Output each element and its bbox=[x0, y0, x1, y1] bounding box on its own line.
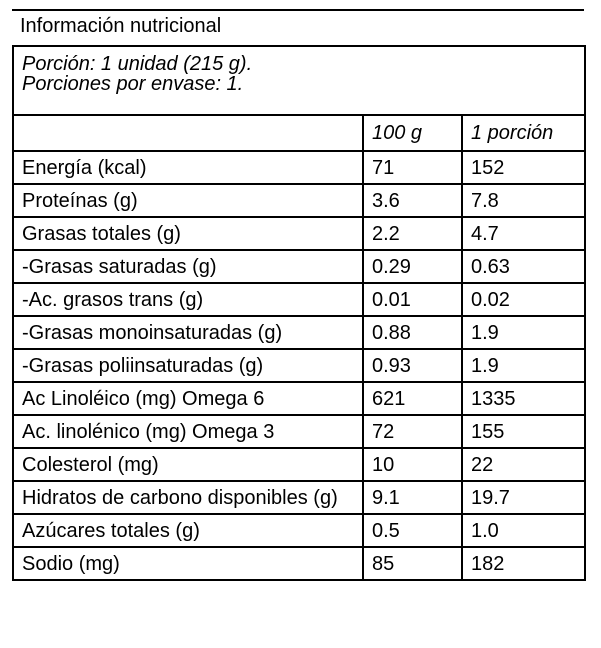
value-per-serving: 7.8 bbox=[462, 184, 585, 217]
value-per-serving: 182 bbox=[462, 547, 585, 580]
nutrient-name: Grasas totales (g) bbox=[13, 217, 363, 250]
nutrient-name: Sodio (mg) bbox=[13, 547, 363, 580]
nutrient-row bbox=[13, 481, 585, 514]
value-per-100g: 0.88 bbox=[363, 316, 462, 349]
nutrient-row bbox=[13, 217, 585, 250]
value-per-100g: 621 bbox=[363, 382, 462, 415]
value-per-serving: 1.9 bbox=[462, 316, 585, 349]
value-per-100g: 72 bbox=[363, 415, 462, 448]
value-per-100g: 3.6 bbox=[363, 184, 462, 217]
value-per-100g: 2.2 bbox=[363, 217, 462, 250]
nutrient-row bbox=[13, 382, 585, 415]
nutrient-name: Energía (kcal) bbox=[13, 151, 363, 184]
nutrient-row bbox=[13, 250, 585, 283]
nutrient-row bbox=[13, 184, 585, 217]
nutrition-table bbox=[12, 45, 586, 581]
column-header-row bbox=[13, 115, 585, 151]
value-per-serving: 152 bbox=[462, 151, 585, 184]
value-per-serving: 4.7 bbox=[462, 217, 585, 250]
nutrient-name: -Grasas poliinsaturadas (g) bbox=[13, 349, 363, 382]
nutrient-row bbox=[13, 151, 585, 184]
value-per-serving: 1.0 bbox=[462, 514, 585, 547]
serving-size-text: Porción: 1 unidad (215 g). bbox=[22, 53, 253, 75]
value-per-100g: 0.5 bbox=[363, 514, 462, 547]
value-per-serving: 1335 bbox=[462, 382, 585, 415]
nutrient-name: Azúcares totales (g) bbox=[13, 514, 363, 547]
nutrient-row bbox=[13, 316, 585, 349]
value-per-100g: 10 bbox=[363, 448, 462, 481]
header-per-100g: 100 g bbox=[363, 115, 462, 151]
value-per-100g: 0.29 bbox=[363, 250, 462, 283]
value-per-100g: 71 bbox=[363, 151, 462, 184]
nutrient-row bbox=[13, 547, 585, 580]
nutrient-name: Colesterol (mg) bbox=[13, 448, 363, 481]
serving-info-cell bbox=[13, 46, 585, 115]
nutrient-row bbox=[13, 283, 585, 316]
nutrient-name: Proteínas (g) bbox=[13, 184, 363, 217]
nutrient-name: -Ac. grasos trans (g) bbox=[13, 283, 363, 316]
nutrient-name: -Grasas monoinsaturadas (g) bbox=[13, 316, 363, 349]
nutrient-name: Ac. linolénico (mg) Omega 3 bbox=[13, 415, 363, 448]
value-per-100g: 0.01 bbox=[363, 283, 462, 316]
nutrition-title: Información nutricional bbox=[12, 9, 584, 45]
value-per-100g: 9.1 bbox=[363, 481, 462, 514]
value-per-serving: 22 bbox=[462, 448, 585, 481]
nutrient-row bbox=[13, 349, 585, 382]
value-per-serving: 0.63 bbox=[462, 250, 585, 283]
value-per-100g: 0.93 bbox=[363, 349, 462, 382]
nutrient-row bbox=[13, 514, 585, 547]
serving-info-row bbox=[13, 46, 585, 115]
value-per-serving: 1.9 bbox=[462, 349, 585, 382]
header-per-serving: 1 porción bbox=[462, 115, 585, 151]
nutrient-row bbox=[13, 448, 585, 481]
value-per-serving: 19.7 bbox=[462, 481, 585, 514]
nutrient-row bbox=[13, 415, 585, 448]
value-per-serving: 0.02 bbox=[462, 283, 585, 316]
nutrient-name: Hidratos de carbono disponibles (g) bbox=[13, 481, 363, 514]
nutrition-facts-panel bbox=[12, 9, 584, 639]
servings-per-container-text: Porciones por envase: 1. bbox=[22, 73, 244, 95]
nutrient-name: Ac Linoléico (mg) Omega 6 bbox=[13, 382, 363, 415]
value-per-100g: 85 bbox=[363, 547, 462, 580]
nutrient-name: -Grasas saturadas (g) bbox=[13, 250, 363, 283]
value-per-serving: 155 bbox=[462, 415, 585, 448]
header-nutrient bbox=[13, 115, 363, 151]
